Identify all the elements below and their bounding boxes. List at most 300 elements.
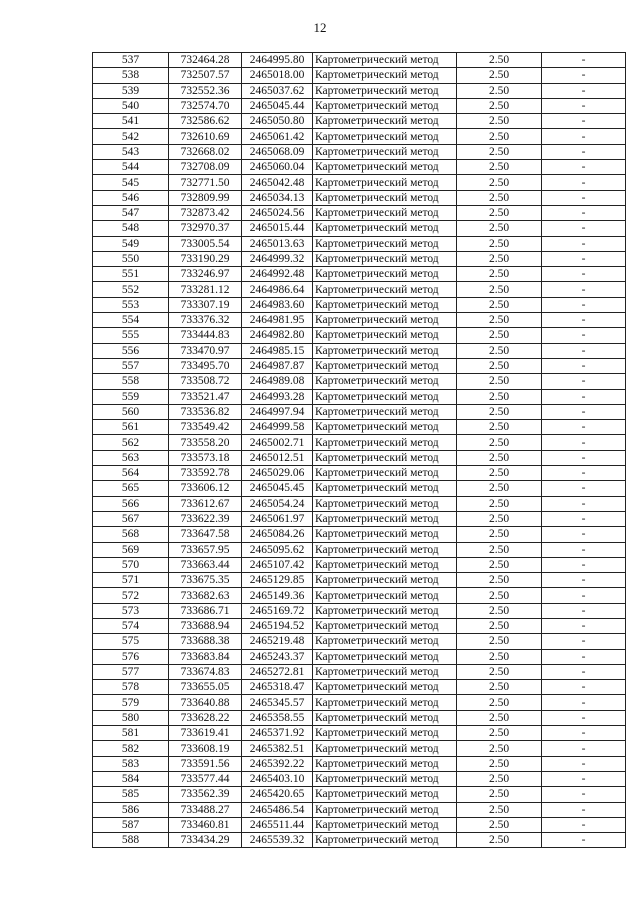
point-number-cell: 587	[93, 817, 169, 832]
note-cell: -	[542, 68, 626, 83]
table-row	[93, 236, 626, 251]
note-cell: -	[542, 144, 626, 159]
y-coordinate-cell: 2465013.63	[242, 236, 313, 251]
method-cell: Картометрический метод	[313, 404, 457, 419]
accuracy-cell: 2.50	[457, 573, 542, 588]
y-coordinate-cell: 2465084.26	[242, 527, 313, 542]
note-cell: -	[542, 114, 626, 129]
method-cell: Картометрический метод	[313, 144, 457, 159]
accuracy-cell: 2.50	[457, 634, 542, 649]
point-number-cell: 557	[93, 358, 169, 373]
x-coordinate-cell: 733005.54	[169, 236, 242, 251]
method-cell: Картометрический метод	[313, 83, 457, 98]
y-coordinate-cell: 2465018.00	[242, 68, 313, 83]
table-row	[93, 527, 626, 542]
note-cell: -	[542, 404, 626, 419]
point-number-cell: 552	[93, 282, 169, 297]
y-coordinate-cell: 2465403.10	[242, 771, 313, 786]
note-cell: -	[542, 328, 626, 343]
accuracy-cell: 2.50	[457, 236, 542, 251]
x-coordinate-cell: 733606.12	[169, 481, 242, 496]
accuracy-cell: 2.50	[457, 496, 542, 511]
table-row	[93, 420, 626, 435]
y-coordinate-cell: 2465194.52	[242, 618, 313, 633]
note-cell: -	[542, 787, 626, 802]
table-row	[93, 404, 626, 419]
table-row	[93, 358, 626, 373]
method-cell: Картометрический метод	[313, 695, 457, 710]
accuracy-cell: 2.50	[457, 328, 542, 343]
point-number-cell: 551	[93, 267, 169, 282]
point-number-cell: 558	[93, 374, 169, 389]
accuracy-cell: 2.50	[457, 404, 542, 419]
x-coordinate-cell: 733647.58	[169, 527, 242, 542]
x-coordinate-cell: 732464.28	[169, 53, 242, 68]
note-cell: -	[542, 542, 626, 557]
x-coordinate-cell: 732552.36	[169, 83, 242, 98]
y-coordinate-cell: 2465539.32	[242, 833, 313, 848]
method-cell: Картометрический метод	[313, 389, 457, 404]
x-coordinate-cell: 733460.81	[169, 817, 242, 832]
accuracy-cell: 2.50	[457, 83, 542, 98]
x-coordinate-cell: 733470.97	[169, 343, 242, 358]
y-coordinate-cell: 2464995.80	[242, 53, 313, 68]
note-cell: -	[542, 450, 626, 465]
table-row	[93, 435, 626, 450]
note-cell: -	[542, 160, 626, 175]
table-row	[93, 511, 626, 526]
x-coordinate-cell: 733488.27	[169, 802, 242, 817]
table-row	[93, 496, 626, 511]
accuracy-cell: 2.50	[457, 267, 542, 282]
note-cell: -	[542, 557, 626, 572]
y-coordinate-cell: 2465095.62	[242, 542, 313, 557]
note-cell: -	[542, 634, 626, 649]
note-cell: -	[542, 129, 626, 144]
method-cell: Картометрический метод	[313, 726, 457, 741]
x-coordinate-cell: 732586.62	[169, 114, 242, 129]
note-cell: -	[542, 205, 626, 220]
table-row	[93, 680, 626, 695]
point-number-cell: 582	[93, 741, 169, 756]
method-cell: Картометрический метод	[313, 328, 457, 343]
accuracy-cell: 2.50	[457, 343, 542, 358]
table-row	[93, 634, 626, 649]
x-coordinate-cell: 732771.50	[169, 175, 242, 190]
table-row	[93, 557, 626, 572]
note-cell: -	[542, 680, 626, 695]
point-number-cell: 548	[93, 221, 169, 236]
note-cell: -	[542, 833, 626, 848]
accuracy-cell: 2.50	[457, 114, 542, 129]
point-number-cell: 578	[93, 680, 169, 695]
x-coordinate-cell: 733558.20	[169, 435, 242, 450]
method-cell: Картометрический метод	[313, 53, 457, 68]
point-number-cell: 588	[93, 833, 169, 848]
y-coordinate-cell: 2465345.57	[242, 695, 313, 710]
method-cell: Картометрический метод	[313, 603, 457, 618]
table-row	[93, 741, 626, 756]
method-cell: Картометрический метод	[313, 542, 457, 557]
note-cell: -	[542, 573, 626, 588]
method-cell: Картометрический метод	[313, 267, 457, 282]
note-cell: -	[542, 343, 626, 358]
method-cell: Картометрический метод	[313, 282, 457, 297]
table-row	[93, 221, 626, 236]
point-number-cell: 572	[93, 588, 169, 603]
point-number-cell: 550	[93, 251, 169, 266]
table-row	[93, 603, 626, 618]
method-cell: Картометрический метод	[313, 420, 457, 435]
method-cell: Картометрический метод	[313, 588, 457, 603]
accuracy-cell: 2.50	[457, 420, 542, 435]
y-coordinate-cell: 2465272.81	[242, 664, 313, 679]
y-coordinate-cell: 2465486.54	[242, 802, 313, 817]
method-cell: Картометрический метод	[313, 98, 457, 113]
y-coordinate-cell: 2465169.72	[242, 603, 313, 618]
y-coordinate-cell: 2465511.44	[242, 817, 313, 832]
accuracy-cell: 2.50	[457, 511, 542, 526]
note-cell: -	[542, 817, 626, 832]
note-cell: -	[542, 664, 626, 679]
method-cell: Картометрический метод	[313, 634, 457, 649]
method-cell: Картометрический метод	[313, 221, 457, 236]
x-coordinate-cell: 733640.88	[169, 695, 242, 710]
y-coordinate-cell: 2465012.51	[242, 450, 313, 465]
y-coordinate-cell: 2464983.60	[242, 297, 313, 312]
y-coordinate-cell: 2464981.95	[242, 313, 313, 328]
method-cell: Картометрический метод	[313, 205, 457, 220]
accuracy-cell: 2.50	[457, 664, 542, 679]
note-cell: -	[542, 389, 626, 404]
note-cell: -	[542, 282, 626, 297]
table-row	[93, 267, 626, 282]
y-coordinate-cell: 2465050.80	[242, 114, 313, 129]
point-number-cell: 556	[93, 343, 169, 358]
accuracy-cell: 2.50	[457, 435, 542, 450]
point-number-cell: 573	[93, 603, 169, 618]
method-cell: Картометрический метод	[313, 435, 457, 450]
note-cell: -	[542, 251, 626, 266]
x-coordinate-cell: 733376.32	[169, 313, 242, 328]
y-coordinate-cell: 2465420.65	[242, 787, 313, 802]
y-coordinate-cell: 2465002.71	[242, 435, 313, 450]
table-row	[93, 466, 626, 481]
y-coordinate-cell: 2465068.09	[242, 144, 313, 159]
x-coordinate-cell: 733246.97	[169, 267, 242, 282]
note-cell: -	[542, 190, 626, 205]
table-row	[93, 664, 626, 679]
page-number: 12	[313, 20, 327, 35]
table-row	[93, 787, 626, 802]
y-coordinate-cell: 2465060.04	[242, 160, 313, 175]
table-row	[93, 98, 626, 113]
table-row	[93, 833, 626, 848]
accuracy-cell: 2.50	[457, 680, 542, 695]
accuracy-cell: 2.50	[457, 160, 542, 175]
point-number-cell: 581	[93, 726, 169, 741]
table-row	[93, 649, 626, 664]
point-number-cell: 580	[93, 710, 169, 725]
accuracy-cell: 2.50	[457, 802, 542, 817]
accuracy-cell: 2.50	[457, 53, 542, 68]
accuracy-cell: 2.50	[457, 129, 542, 144]
table-row	[93, 251, 626, 266]
point-number-cell: 563	[93, 450, 169, 465]
y-coordinate-cell: 2464989.08	[242, 374, 313, 389]
accuracy-cell: 2.50	[457, 450, 542, 465]
point-number-cell: 544	[93, 160, 169, 175]
table-row	[93, 542, 626, 557]
method-cell: Картометрический метод	[313, 511, 457, 526]
note-cell: -	[542, 618, 626, 633]
y-coordinate-cell: 2464992.48	[242, 267, 313, 282]
table-row	[93, 160, 626, 175]
accuracy-cell: 2.50	[457, 618, 542, 633]
note-cell: -	[542, 358, 626, 373]
coordinates-table	[92, 52, 626, 848]
accuracy-cell: 2.50	[457, 527, 542, 542]
method-cell: Картометрический метод	[313, 374, 457, 389]
y-coordinate-cell: 2465107.42	[242, 557, 313, 572]
table-row	[93, 53, 626, 68]
x-coordinate-cell: 733608.19	[169, 741, 242, 756]
x-coordinate-cell: 733434.29	[169, 833, 242, 848]
point-number-cell: 564	[93, 466, 169, 481]
table-row	[93, 481, 626, 496]
method-cell: Картометрический метод	[313, 618, 457, 633]
method-cell: Картометрический метод	[313, 833, 457, 848]
x-coordinate-cell: 733591.56	[169, 756, 242, 771]
method-cell: Картометрический метод	[313, 466, 457, 481]
point-number-cell: 565	[93, 481, 169, 496]
method-cell: Картометрический метод	[313, 496, 457, 511]
point-number-cell: 566	[93, 496, 169, 511]
point-number-cell: 538	[93, 68, 169, 83]
accuracy-cell: 2.50	[457, 205, 542, 220]
table-row	[93, 190, 626, 205]
method-cell: Картометрический метод	[313, 557, 457, 572]
y-coordinate-cell: 2465034.13	[242, 190, 313, 205]
point-number-cell: 541	[93, 114, 169, 129]
point-number-cell: 539	[93, 83, 169, 98]
y-coordinate-cell: 2465045.45	[242, 481, 313, 496]
table-row	[93, 771, 626, 786]
y-coordinate-cell: 2464982.80	[242, 328, 313, 343]
point-number-cell: 537	[93, 53, 169, 68]
table-row	[93, 129, 626, 144]
point-number-cell: 586	[93, 802, 169, 817]
method-cell: Картометрический метод	[313, 787, 457, 802]
point-number-cell: 549	[93, 236, 169, 251]
x-coordinate-cell: 733686.71	[169, 603, 242, 618]
note-cell: -	[542, 435, 626, 450]
table-row	[93, 450, 626, 465]
y-coordinate-cell: 2465061.42	[242, 129, 313, 144]
table-row	[93, 695, 626, 710]
accuracy-cell: 2.50	[457, 466, 542, 481]
point-number-cell: 554	[93, 313, 169, 328]
method-cell: Картометрический метод	[313, 741, 457, 756]
accuracy-cell: 2.50	[457, 817, 542, 832]
note-cell: -	[542, 420, 626, 435]
point-number-cell: 583	[93, 756, 169, 771]
accuracy-cell: 2.50	[457, 695, 542, 710]
x-coordinate-cell: 733622.39	[169, 511, 242, 526]
x-coordinate-cell: 733190.29	[169, 251, 242, 266]
table-row	[93, 374, 626, 389]
note-cell: -	[542, 771, 626, 786]
method-cell: Картометрический метод	[313, 160, 457, 175]
point-number-cell: 543	[93, 144, 169, 159]
accuracy-cell: 2.50	[457, 710, 542, 725]
accuracy-cell: 2.50	[457, 481, 542, 496]
accuracy-cell: 2.50	[457, 144, 542, 159]
point-number-cell: 559	[93, 389, 169, 404]
accuracy-cell: 2.50	[457, 313, 542, 328]
x-coordinate-cell: 733444.83	[169, 328, 242, 343]
y-coordinate-cell: 2465037.62	[242, 83, 313, 98]
y-coordinate-cell: 2464985.15	[242, 343, 313, 358]
x-coordinate-cell: 733307.19	[169, 297, 242, 312]
table-row	[93, 282, 626, 297]
y-coordinate-cell: 2465318.47	[242, 680, 313, 695]
x-coordinate-cell: 733675.35	[169, 573, 242, 588]
table-row	[93, 710, 626, 725]
point-number-cell: 579	[93, 695, 169, 710]
point-number-cell: 575	[93, 634, 169, 649]
accuracy-cell: 2.50	[457, 741, 542, 756]
note-cell: -	[542, 297, 626, 312]
accuracy-cell: 2.50	[457, 557, 542, 572]
x-coordinate-cell: 732708.09	[169, 160, 242, 175]
x-coordinate-cell: 733577.44	[169, 771, 242, 786]
point-number-cell: 571	[93, 573, 169, 588]
point-number-cell: 546	[93, 190, 169, 205]
point-number-cell: 555	[93, 328, 169, 343]
table-row	[93, 343, 626, 358]
point-number-cell: 574	[93, 618, 169, 633]
accuracy-cell: 2.50	[457, 251, 542, 266]
note-cell: -	[542, 481, 626, 496]
x-coordinate-cell: 733521.47	[169, 389, 242, 404]
note-cell: -	[542, 98, 626, 113]
x-coordinate-cell: 733683.84	[169, 649, 242, 664]
note-cell: -	[542, 603, 626, 618]
method-cell: Картометрический метод	[313, 756, 457, 771]
point-number-cell: 569	[93, 542, 169, 557]
point-number-cell: 570	[93, 557, 169, 572]
method-cell: Картометрический метод	[313, 664, 457, 679]
table-row	[93, 618, 626, 633]
method-cell: Картометрический метод	[313, 251, 457, 266]
method-cell: Картометрический метод	[313, 343, 457, 358]
table-row	[93, 802, 626, 817]
x-coordinate-cell: 733562.39	[169, 787, 242, 802]
x-coordinate-cell: 733619.41	[169, 726, 242, 741]
note-cell: -	[542, 466, 626, 481]
method-cell: Картометрический метод	[313, 680, 457, 695]
note-cell: -	[542, 221, 626, 236]
accuracy-cell: 2.50	[457, 221, 542, 236]
note-cell: -	[542, 313, 626, 328]
x-coordinate-cell: 733655.05	[169, 680, 242, 695]
accuracy-cell: 2.50	[457, 389, 542, 404]
coordinates-table-body	[93, 53, 626, 848]
y-coordinate-cell: 2465045.44	[242, 98, 313, 113]
note-cell: -	[542, 756, 626, 771]
point-number-cell: 576	[93, 649, 169, 664]
table-row	[93, 297, 626, 312]
note-cell: -	[542, 53, 626, 68]
table-row	[93, 68, 626, 83]
note-cell: -	[542, 175, 626, 190]
method-cell: Картометрический метод	[313, 771, 457, 786]
x-coordinate-cell: 733549.42	[169, 420, 242, 435]
accuracy-cell: 2.50	[457, 649, 542, 664]
y-coordinate-cell: 2464999.58	[242, 420, 313, 435]
note-cell: -	[542, 511, 626, 526]
method-cell: Картометрический метод	[313, 236, 457, 251]
method-cell: Картометрический метод	[313, 190, 457, 205]
accuracy-cell: 2.50	[457, 787, 542, 802]
accuracy-cell: 2.50	[457, 68, 542, 83]
x-coordinate-cell: 733573.18	[169, 450, 242, 465]
y-coordinate-cell: 2465149.36	[242, 588, 313, 603]
accuracy-cell: 2.50	[457, 833, 542, 848]
y-coordinate-cell: 2465029.06	[242, 466, 313, 481]
y-coordinate-cell: 2464993.28	[242, 389, 313, 404]
accuracy-cell: 2.50	[457, 297, 542, 312]
point-number-cell: 547	[93, 205, 169, 220]
note-cell: -	[542, 695, 626, 710]
x-coordinate-cell: 732574.70	[169, 98, 242, 113]
table-row	[93, 389, 626, 404]
y-coordinate-cell: 2464986.64	[242, 282, 313, 297]
table-row	[93, 573, 626, 588]
x-coordinate-cell: 733508.72	[169, 374, 242, 389]
x-coordinate-cell: 733688.38	[169, 634, 242, 649]
x-coordinate-cell: 733281.12	[169, 282, 242, 297]
x-coordinate-cell: 733536.82	[169, 404, 242, 419]
point-number-cell: 560	[93, 404, 169, 419]
point-number-cell: 542	[93, 129, 169, 144]
accuracy-cell: 2.50	[457, 175, 542, 190]
method-cell: Картометрический метод	[313, 68, 457, 83]
y-coordinate-cell: 2465371.92	[242, 726, 313, 741]
method-cell: Картометрический метод	[313, 114, 457, 129]
method-cell: Картометрический метод	[313, 802, 457, 817]
accuracy-cell: 2.50	[457, 282, 542, 297]
point-number-cell: 568	[93, 527, 169, 542]
y-coordinate-cell: 2465024.56	[242, 205, 313, 220]
y-coordinate-cell: 2465042.48	[242, 175, 313, 190]
x-coordinate-cell: 732610.69	[169, 129, 242, 144]
method-cell: Картометрический метод	[313, 817, 457, 832]
note-cell: -	[542, 726, 626, 741]
x-coordinate-cell: 733612.67	[169, 496, 242, 511]
note-cell: -	[542, 527, 626, 542]
y-coordinate-cell: 2465015.44	[242, 221, 313, 236]
x-coordinate-cell: 732970.37	[169, 221, 242, 236]
y-coordinate-cell: 2464987.87	[242, 358, 313, 373]
accuracy-cell: 2.50	[457, 771, 542, 786]
point-number-cell: 585	[93, 787, 169, 802]
accuracy-cell: 2.50	[457, 374, 542, 389]
y-coordinate-cell: 2464997.94	[242, 404, 313, 419]
x-coordinate-cell: 733592.78	[169, 466, 242, 481]
method-cell: Картометрический метод	[313, 710, 457, 725]
